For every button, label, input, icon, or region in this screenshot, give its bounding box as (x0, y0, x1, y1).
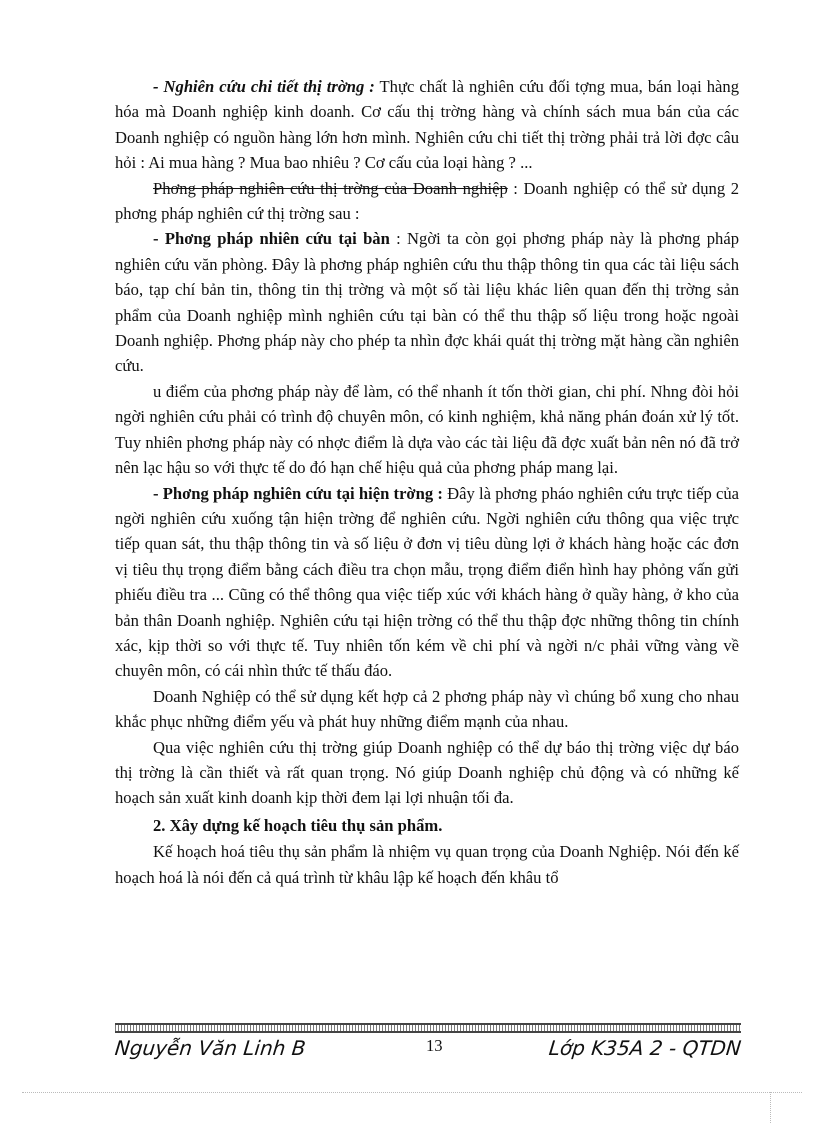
page-boundary-line-vertical (770, 1092, 771, 1123)
section-heading: 2. Xây dựng kế hoạch tiêu thụ sản phẩm. (153, 815, 443, 835)
paragraph-lead: Phơng pháp nghiên cứu thị trờng của Doanh nghiệp (153, 178, 508, 198)
paragraph-combined-methods: Doanh Nghiệp có thể sử dụng kết hợp cả 2 phơng pháp này vì chúng bổ xung cho nhau khắc phục những điểm yếu và phát huy những điểm mạnh của nhau. (115, 686, 739, 732)
paragraph-desk-research (115, 226, 739, 378)
paragraph-lead: - Phơng pháp nghiên cứu tại hiện trờng : (153, 483, 443, 503)
paragraph-market-detail (115, 74, 739, 176)
page-number: 13 (426, 1036, 443, 1055)
paragraph-text: : Ngời ta còn gọi phơng pháp này là phơng pháp nghiên cứu văn phòng. Đây là phơng pháp nghiên cứu thu thập thông tin qua các tài liệu sách báo, tạp chí bản tin, thông tin thị trờng và một số tài liệu khác liên quan đến thị trờng sản phẩm của Doanh nghiệp mình nghiên cứu tại bàn có thể thu thập số liệu trong hoặc ngoài Doanh nghiệp. Phơng pháp này cho phép ta nhìn đợc khái quát thị trờng mặt hàng cần nghiên cứu. (115, 229, 739, 376)
paragraph-field-research (115, 481, 739, 684)
paragraph-text: Thực chất là nghiên cứu đối tợng mua, bán loại hàng hóa mà Doanh nghiệp kinh doanh. Cơ cấu thị trờng hàng và chính sách mua bán của các Doanh nghiệp có nguồn hàng lớn hơn mình. Nghiên cứu chi tiết thị trờng phải trả lời đợc câu hỏi : Ai mua hàng ? Mua bao nhiêu ? Cơ cấu của loại hàng ? ... (115, 77, 739, 173)
paragraph-lead: - Nghiên cứu chi tiết thị trờng : (153, 77, 375, 96)
paragraph-lead: - Phơng pháp nhiên cứu tại bàn (153, 229, 390, 249)
paragraph-desk-pros-cons: u điểm của phơng pháp này để làm, có thể nhanh ít tốn thời gian, chi phí. Nhng đòi hỏi ngời nghiên cứu phải có trình độ chuyên môn, có kinh nghiệm, khả năng phán đoán xử lý tốt. Tuy nhiên phơng pháp này có nhợc điểm là dựa vào các tài liệu đã đợc xuất bản nên nó đã trở nên lạc hậu so với thực tế do đó hạn chế hiệu quả của phơng pháp mang lại. (115, 381, 739, 478)
paragraph-forecast: Qua việc nghiên cứu thị trờng giúp Doanh nghiệp có thể dự báo thị trờng việc dự báo thị trờng là cần thiết và rất quan trọng. Nó giúp Doanh nghiệp chủ động và có những kế hoạch sản xuất kinh doanh kịp thời đem lại lợi nhuận tối đa. (115, 737, 739, 808)
document-body (115, 74, 739, 890)
footer-author: Nguyễn Văn Linh B (113, 1036, 307, 1060)
footer-class: Lớp K35A 2 - QTDN (547, 1036, 743, 1060)
paragraph-sales-plan: Kế hoạch hoá tiêu thụ sản phẩm là nhiệm vụ quan trọng của Doanh Nghiệp. Nói đến kế hoạch hoá là nói đến cả quá trình từ khâu lập kế hoạch đến khâu tổ (115, 842, 739, 887)
page-boundary-line (22, 1092, 802, 1093)
page-footer (115, 1036, 741, 1070)
paragraph-text: Đây là phơng pháo nghiên cứu trực tiếp của ngời nghiên cứu xuống tận hiện trờng để nghiên cứu. Ngời nghiên cứu thông qua việc trực tiếp quan sát, thu thập thông tin và số liệu ở đơn vị tiêu dùng lợi ở khách hàng hoặc các đơn vị tiêu thụ trọng điểm bằng cách điều tra chọn mẫu, trọng điểm điển hình hay phỏng vấn gửi phiếu điều tra ... Cũng có thể thông qua việc tiếp xúc với khách hàng ở quầy hàng, ở kho của bản thân Doanh nghiệp. Nghiên cứu tại hiện trờng có thể thu thập đợc những thông tin chính xác, kịp thời so với thực tế. Tuy nhiên tốn kém về chi phí và ngời n/c phải vững vàng về chuyên môn, có cái nhìn thức tế thấu đáo. (115, 483, 739, 681)
footer-divider (115, 1023, 741, 1033)
paragraph-text: : Doanh nghiệp có thể sử dụng 2 phơng pháp nghiên cứ thị trờng sau : (115, 178, 739, 224)
paragraph-methods-intro (115, 176, 739, 227)
